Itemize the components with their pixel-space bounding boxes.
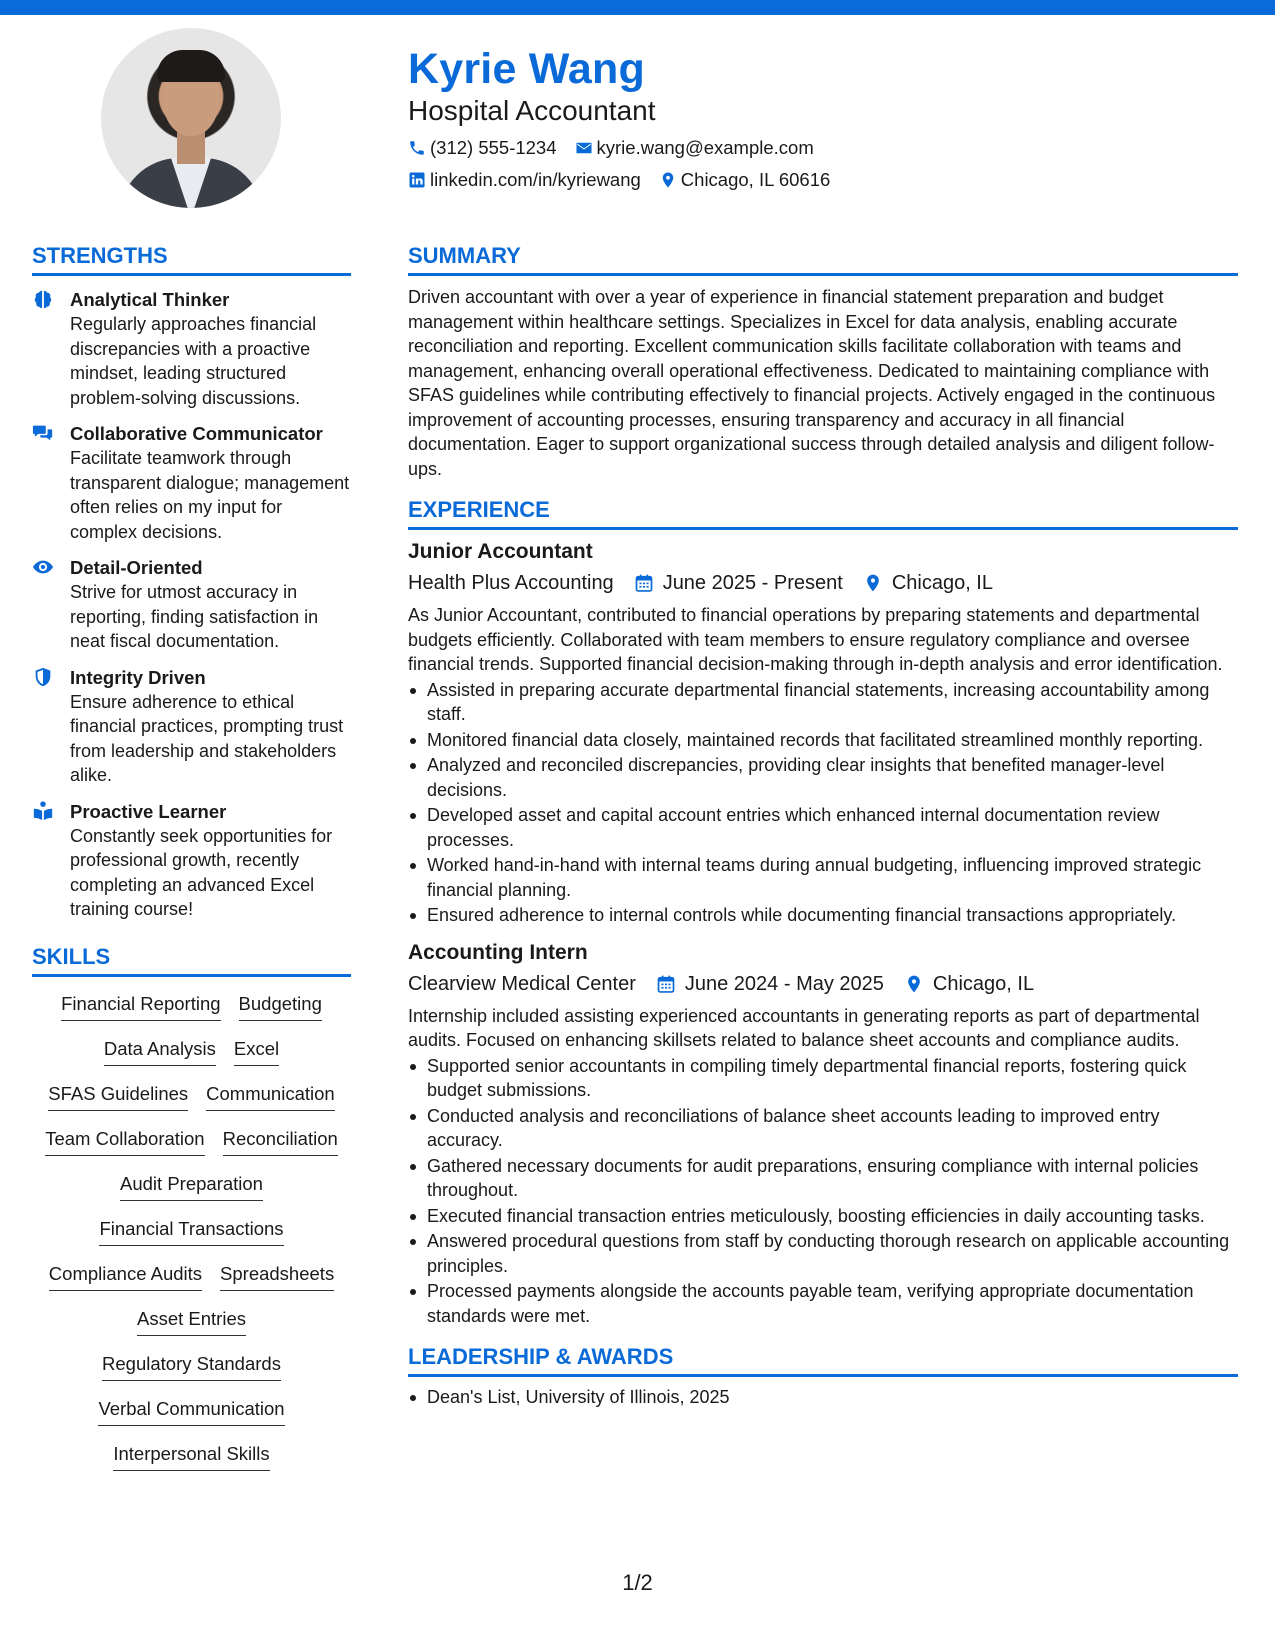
bullet-item: Assisted in preparing accurate departmental financial statements, increasing accountability among staff.	[408, 678, 1238, 727]
experience-heading: EXPERIENCE	[408, 497, 550, 522]
skill-row	[90, 1210, 292, 1255]
experience-divider	[408, 527, 1238, 530]
skill-tag: Interpersonal Skills	[113, 1435, 269, 1471]
reader-icon	[32, 800, 54, 822]
left-column	[32, 242, 351, 1480]
job-entry	[408, 538, 1238, 928]
contact-row-1	[408, 136, 848, 160]
job-dates: June 2025 - Present	[662, 572, 843, 594]
job-description: As Junior Accountant, contributed to financial operations by preparing statements and departmental budgets efficiently. Collaborated with team members to ensure regulatory compliance and oversee financial trends. Supported financial decision-making through in-depth analysis and error identification.	[408, 605, 1223, 674]
linkedin-icon	[408, 171, 426, 189]
job-location-group	[904, 970, 1034, 998]
job-dates-group	[656, 970, 884, 998]
linkedin-contact[interactable]	[408, 169, 641, 191]
strength-item	[32, 422, 351, 544]
brain-icon	[32, 288, 54, 310]
bullet-item: Processed payments alongside the accounts payable team, verifying appropriate documentation standards were met.	[408, 1279, 1238, 1328]
phone-icon	[408, 139, 426, 157]
job-title: Junior Accountant	[408, 540, 593, 563]
strength-item	[32, 288, 351, 410]
job-dates: June 2024 - May 2025	[684, 972, 884, 995]
skills-list	[32, 985, 351, 1480]
calendar-icon	[656, 974, 676, 994]
location-contact	[659, 169, 830, 191]
strengths-heading: STRENGTHS	[32, 243, 168, 268]
bullet-item: Ensured adherence to internal controls while documenting financial transactions appropriately.	[408, 903, 1238, 928]
skill-row	[40, 1255, 343, 1300]
skill-tag: Regulatory Standards	[102, 1345, 281, 1381]
top-accent-bar	[0, 0, 1275, 15]
skill-row	[39, 1075, 343, 1120]
map-pin-icon	[904, 974, 924, 994]
skill-tag: Compliance Audits	[49, 1255, 202, 1291]
skill-row	[128, 1300, 255, 1345]
phone-contact[interactable]	[408, 137, 557, 159]
awards-divider	[408, 1374, 1238, 1377]
bullet-item: Executed financial transaction entries meticulously, boosting efficiencies in daily accounting tasks.	[408, 1204, 1238, 1229]
bullet-item: Developed asset and capital account entries which enhanced internal documentation review processes.	[408, 803, 1238, 852]
skill-row	[36, 1120, 347, 1165]
skill-tag: Spreadsheets	[220, 1255, 334, 1291]
job-meta	[408, 970, 1238, 998]
strength-title: Collaborative Communicator	[70, 423, 323, 444]
skill-row	[89, 1390, 293, 1435]
bullet-item: Conducted analysis and reconciliations of balance sheet accounts leading to improved entry accuracy.	[408, 1104, 1238, 1153]
strength-desc: Strive for utmost accuracy in reporting, finding satisfaction in neat fiscal documentation.	[70, 582, 319, 651]
email-contact[interactable]	[575, 137, 814, 159]
job-company: Health Plus Accounting	[408, 572, 614, 594]
eye-icon	[32, 556, 54, 578]
job-meta	[408, 569, 1238, 597]
strength-item	[32, 556, 351, 654]
skill-tag: Verbal Communication	[98, 1390, 284, 1426]
job-location-group	[863, 569, 993, 597]
job-dates-group	[634, 569, 843, 597]
awards-list	[408, 1385, 1238, 1410]
email-text: kyrie.wang@example.com	[596, 137, 814, 158]
bullet-item: Monitored financial data closely, maintained records that facilitated streamlined monthly reporting.	[408, 728, 1238, 753]
strength-desc: Regularly approaches financial discrepancies with a proactive mindset, leading structured problem-solving discussions.	[70, 314, 317, 408]
skill-row	[95, 1030, 288, 1075]
profile-photo	[101, 28, 281, 208]
job-location: Chicago, IL	[932, 972, 1035, 995]
skill-tag: SFAS Guidelines	[48, 1075, 188, 1111]
bullet-item: Worked hand-in-hand with internal teams during annual budgeting, influencing improved strategic financial planning.	[408, 853, 1238, 902]
bullet-item: Supported senior accountants in compiling timely departmental financial reports, fostering quick budget submissions.	[408, 1054, 1238, 1103]
job-bullets	[408, 1054, 1238, 1329]
strength-desc: Ensure adherence to ethical financial practices, prompting trust from leadership and stakeholders alike.	[70, 691, 344, 785]
strength-title: Proactive Learner	[70, 800, 227, 822]
candidate-title: Hospital Accountant	[408, 95, 656, 126]
awards-heading: LEADERSHIP & AWARDS	[408, 1344, 674, 1369]
summary-heading: SUMMARY	[408, 243, 521, 268]
right-column	[408, 242, 1238, 1411]
bullet-item: Analyzed and reconciled discrepancies, providing clear insights that benefited manager-level decisions.	[408, 753, 1238, 802]
job-title: Accounting Intern	[408, 940, 588, 964]
skill-tag: Financial Transactions	[99, 1210, 283, 1246]
page-number: 1/2	[622, 1570, 653, 1595]
skill-tag: Excel	[234, 1030, 279, 1066]
skill-tag: Budgeting	[239, 985, 322, 1021]
bullet-item: Gathered necessary documents for audit preparations, ensuring compliance with internal policies throughout.	[408, 1154, 1238, 1203]
strengths-divider	[32, 273, 351, 276]
chat-icon	[32, 422, 54, 444]
strength-title: Analytical Thinker	[70, 289, 230, 310]
skill-row	[93, 1345, 290, 1390]
job-company: Clearview Medical Center	[408, 972, 636, 995]
skill-tag: Data Analysis	[104, 1030, 216, 1066]
skill-tag: Asset Entries	[137, 1300, 246, 1336]
skills-divider	[32, 974, 351, 977]
skill-tag: Reconciliation	[223, 1120, 338, 1156]
strength-desc: Constantly seek opportunities for professional growth, recently completing an advanced Excel training course!	[70, 825, 333, 919]
linkedin-text: linkedin.com/in/kyriewang	[430, 169, 641, 190]
strength-title: Integrity Driven	[70, 666, 206, 688]
skill-tag: Team Collaboration	[45, 1120, 204, 1156]
skill-tag: Financial Reporting	[61, 985, 220, 1021]
location-text: Chicago, IL 60616	[680, 169, 831, 190]
job-entry	[408, 939, 1238, 1329]
skill-row	[111, 1165, 272, 1210]
map-pin-icon	[659, 171, 677, 189]
bullet-item: Answered procedural questions from staff by conducting thorough research on applicable accounting principles.	[408, 1229, 1238, 1278]
resume-header	[408, 44, 848, 192]
calendar-icon	[634, 573, 654, 593]
skill-tag: Audit Preparation	[120, 1165, 263, 1201]
summary-divider	[408, 273, 1238, 276]
skill-row	[52, 985, 331, 1030]
job-description: Internship included assisting experienced accountants in generating reports as part of departmental audits. Focused on enhancing skillsets related to balance sheet accounts and compliance audits.	[408, 1005, 1200, 1050]
map-pin-icon	[863, 573, 883, 593]
phone-text: (312) 555-1234	[430, 137, 557, 158]
skill-tag: Communication	[206, 1075, 335, 1111]
envelope-icon	[575, 139, 593, 157]
shield-icon	[32, 666, 54, 688]
award-item: Dean's List, University of Illinois, 2025	[408, 1385, 1238, 1410]
summary-text: Driven accountant with over a year of experience in financial statement preparation and budget management within healthcare settings. Specializes in Excel for data analysis, enabling accurate reconciliation and reporting. Excellent communication skills facilitate collaboration with teams and management, enhancing overall operational effectiveness. Dedicated to maintaining compliance with SFAS guidelines while contributing effectively to financial projects. Actively engaged in the continuous improvement of accounting processes, ensuring transparency and accuracy in all financial documentation. Eager to support organizational success through detailed analysis and diligent follow-ups.	[408, 287, 1216, 479]
job-bullets	[408, 678, 1238, 928]
strength-item	[32, 666, 351, 788]
job-location: Chicago, IL	[891, 572, 993, 594]
strength-title: Detail-Oriented	[70, 557, 203, 578]
skill-row	[104, 1435, 278, 1480]
contact-row-2	[408, 168, 848, 192]
strength-desc: Facilitate teamwork through transparent dialogue; management often relies on my input for complex decisions.	[70, 448, 350, 542]
strength-item	[32, 800, 351, 922]
candidate-name: Kyrie Wang	[408, 45, 645, 93]
skills-heading: SKILLS	[32, 943, 111, 969]
